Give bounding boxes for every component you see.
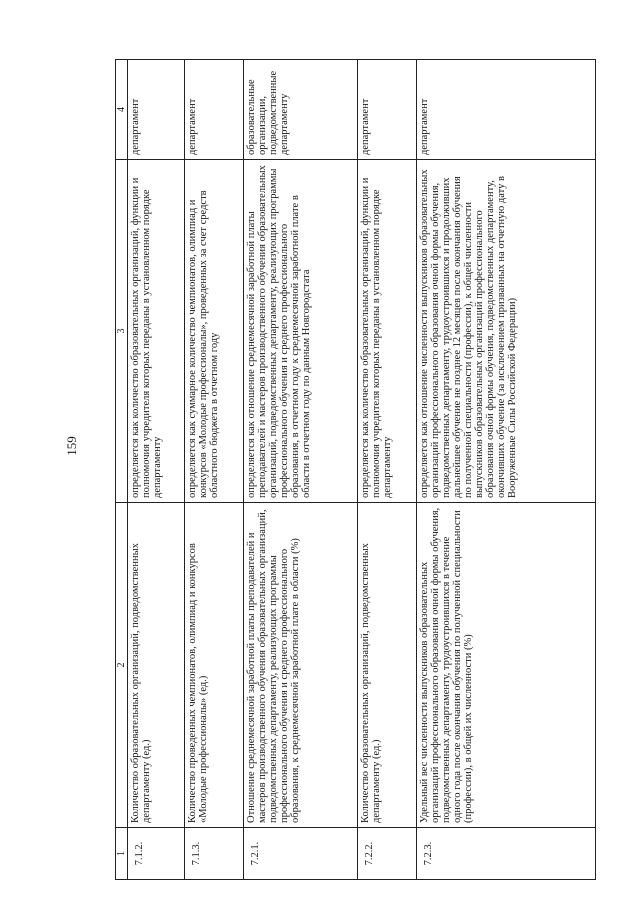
table-body [128, 60, 596, 880]
row-indicator: Количество образовательных организаций, подведомственных департаменту (ед.) [128, 503, 185, 828]
row-source: департамент [417, 60, 596, 160]
table-header [116, 60, 128, 880]
table-row [417, 60, 596, 880]
page-number: 159 [63, 436, 79, 456]
row-source: департамент [358, 60, 417, 160]
row-source: департамент [128, 60, 185, 160]
indicator-table-container [115, 60, 575, 880]
row-source: департамент [185, 60, 244, 160]
row-code: 7.2.3. [417, 828, 596, 880]
table-row [244, 60, 358, 880]
table-row [128, 60, 185, 880]
row-indicator: Отношение среднемесячной заработной платы преподавателей и мастеров производственного обучения образовательных организаций, подведомственных департаменту, реализующих программы профессионального обучения и среднего профессионального образования, к среднемесячной заработной плате в области (%) [244, 503, 358, 828]
row-code: 7.1.2. [128, 828, 185, 880]
row-method: определяется как отношение среднемесячной заработной платы преподавателей и мастеров производственного обучения образовательных организаций, подведомственных департаменту, реализующих программы профессионального обучения и среднего профессионального образования, в отчетном году к среднемесячной заработной плате в области в отчетном году по данным Новгородстата [244, 160, 358, 503]
header-row [116, 60, 128, 880]
row-source: образовательные организации, подведомственные департаменту [244, 60, 358, 160]
row-code: 7.2.1. [244, 828, 358, 880]
indicator-table [115, 59, 596, 880]
row-code: 7.1.3. [185, 828, 244, 880]
rotated-table-frame [115, 60, 575, 880]
row-code: 7.2.2. [358, 828, 417, 880]
row-indicator: Количество образовательных организаций, подведомственных департаменту (ед.) [358, 503, 417, 828]
row-method: определяется как отношение численности выпускников образовательных организаций профессионального образования очной формы обучения, подведомственных департаменту, трудоустроившихся и продолживших дальнейшее обучение не позднее 12 месяцев после окончания обучения по полученной специальности (профессии), к общей численности выпускников образовательных организаций профессионального образования очной формы обучения, подведомственных департаменту, окончивших обучение (за исключением призванных на отчетную дату в Вооруженные Силы Российской Федерации) [417, 160, 596, 503]
row-method: определяется как количество образовательных организаций, функции и полномочия учредителя которых переданы в установленном порядке департаменту [128, 160, 185, 503]
table-row [185, 60, 244, 880]
header-col-1: 1 [116, 828, 128, 880]
row-indicator: Количество проведенных чемпионатов, олимпиад и конкурсов «Молодые профессионалы» (ед.) [185, 503, 244, 828]
table-row [358, 60, 417, 880]
row-indicator: Удельный вес численности выпускников образовательных организаций профессионального образования очной формы обучения, подведомственных департаменту, трудоустроившихся в течение одного года после окончания обучения по полученной специальности (профессии), в общей их численности (%) [417, 503, 596, 828]
header-col-2: 2 [116, 503, 128, 828]
row-method: определяется как суммарное количество чемпионатов, олимпиад и конкурсов «Молодые профессионалы», проведенных за счет средств областного бюджета в отчетном году [185, 160, 244, 503]
header-col-4: 4 [116, 60, 128, 160]
row-method: определяется как количество образовательных организаций, функции и полномочия учредителя которых переданы в установленном порядке департаменту [358, 160, 417, 503]
header-col-3: 3 [116, 160, 128, 503]
